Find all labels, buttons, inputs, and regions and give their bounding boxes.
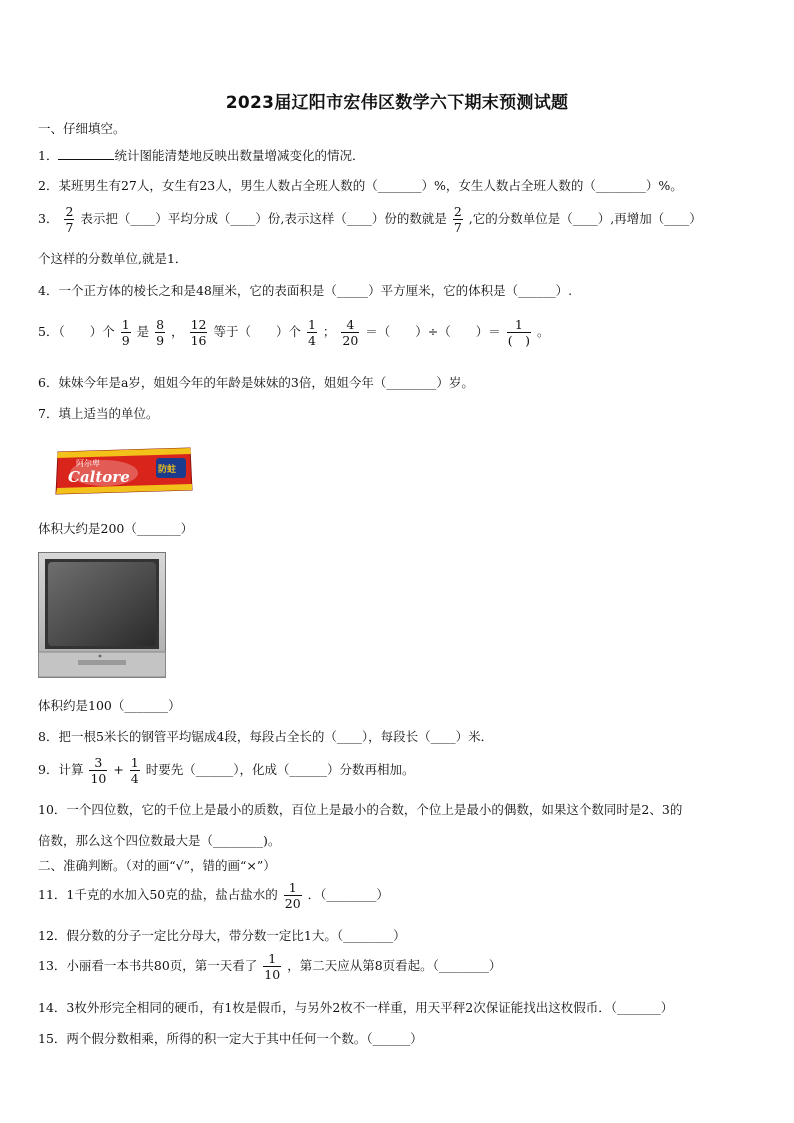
- fraction: $\frac{2}{7}$: [453, 204, 462, 235]
- question-15: 15．两个假分数相乘，所得的积一定大于其中任何一个数。（______）: [38, 1031, 423, 1046]
- fraction: $\frac{1}{( )}$: [507, 317, 531, 348]
- toothpaste-brand: Caltore: [68, 468, 130, 486]
- fraction: $\frac{8}{9}$: [156, 317, 165, 348]
- toothpaste-badge: 防蛀: [158, 465, 177, 475]
- fraction: $\frac{4}{20}$: [342, 317, 359, 348]
- question-14: 14．3枚外形完全相同的硬币，有1枚是假币，与另外2枚不一样重，用天平秤2次保证能找出这枚假币．（_______）: [38, 1000, 674, 1015]
- fraction: $\frac{1}{10}$: [264, 951, 281, 982]
- question-text: 。: [537, 324, 550, 339]
- question-7b: 体积约是100（_______）: [38, 698, 181, 713]
- question-text: 是: [136, 324, 150, 339]
- question-text: 11．1千克的水加入50克的盐，盐占盐水的: [38, 887, 278, 902]
- toothpaste-box-image: [52, 446, 195, 496]
- question-7a: 体积大约是200（_______）: [38, 521, 194, 536]
- question-13: [38, 951, 501, 982]
- question-3-continued: 个这样的分数单位,就是1．: [38, 251, 188, 266]
- question-2: 2．某班男生有27人，女生有23人，男生人数占全班人数的（_______）%，女生人数占全班人数的（________）%。: [38, 178, 683, 193]
- question-11: [38, 880, 389, 911]
- question-9: [38, 755, 415, 786]
- question-text: ．（________）: [307, 887, 389, 902]
- fraction: $\frac{2}{7}$: [65, 204, 74, 235]
- television-image: [38, 552, 166, 678]
- fraction: $\frac{1}{4}$: [130, 755, 139, 786]
- fraction: $\frac{12}{16}$: [190, 317, 207, 348]
- question-text: 统计图能清楚地反映出数量增减变化的情况．: [114, 148, 365, 163]
- question-number: 1．: [38, 148, 59, 163]
- question-8: 8．把一根5米长的钢管平均锯成4段，每段占全长的（____），每段长（____）米．: [38, 729, 494, 744]
- question-7: 7．填上适当的单位。: [38, 406, 159, 421]
- question-text: 5．（ ）个: [38, 324, 115, 339]
- fraction: $\frac{3}{10}$: [90, 755, 107, 786]
- question-10-line-1: 10．一个四位数，它的千位上是最小的质数，百位上是最小的合数，个位上是最小的偶数，如果这个数同时是2、3的: [38, 802, 683, 817]
- question-text: +: [113, 762, 124, 777]
- question-text: ，第二天应从第8页看起。（________）: [287, 958, 502, 973]
- question-text: 9．计算: [38, 762, 84, 777]
- question-10-line-2: 倍数，那么这个四位数最大是（________)。: [38, 833, 281, 848]
- question-text: ；: [322, 324, 336, 339]
- fraction: $\frac{1}{4}$: [307, 317, 316, 348]
- question-text: ，: [171, 324, 184, 339]
- question-3: [38, 204, 702, 235]
- question-text: 表示把（____）平均分成（____）份,表示这样（____）份的数就是: [80, 211, 447, 226]
- question-text: ,它的分数单位是（____）,再增加（____）: [468, 211, 702, 226]
- question-5: [38, 317, 550, 348]
- question-text: 13．小丽看一本书共80页，第一天看了: [38, 958, 258, 973]
- question-12: 12．假分数的分子一定比分母大，带分数一定比1大。（________）: [38, 928, 406, 943]
- question-text: 等于（ ）个: [213, 324, 301, 339]
- question-1: [38, 147, 364, 164]
- section-heading-2: 二、准确判断。（对的画“√”，错的画“×”）: [38, 858, 276, 873]
- question-4: 4．一个正方体的棱长之和是48厘米，它的表面积是（_____）平方厘米，它的体积是（______）.: [38, 283, 573, 298]
- question-6: 6．妹妹今年是a岁，姐姐今年的年龄是妹妹的3倍，姐姐今年（________）岁。: [38, 375, 474, 390]
- page-title: 2023届辽阳市宏伟区数学六下期末预测试题: [225, 93, 569, 113]
- question-text: 时要先（______），化成（______）分数再相加。: [145, 762, 415, 777]
- question-number: 3．: [38, 211, 59, 226]
- section-heading-1: 一、仔细填空。: [38, 121, 126, 136]
- answer-blank[interactable]: [58, 147, 114, 160]
- fraction: $\frac{1}{20}$: [284, 880, 301, 911]
- fraction: $\frac{1}{9}$: [121, 317, 130, 348]
- question-text: ＝（ ）÷（ ）＝: [365, 324, 501, 339]
- toothpaste-brand-cn: 阿尔卑: [76, 459, 100, 468]
